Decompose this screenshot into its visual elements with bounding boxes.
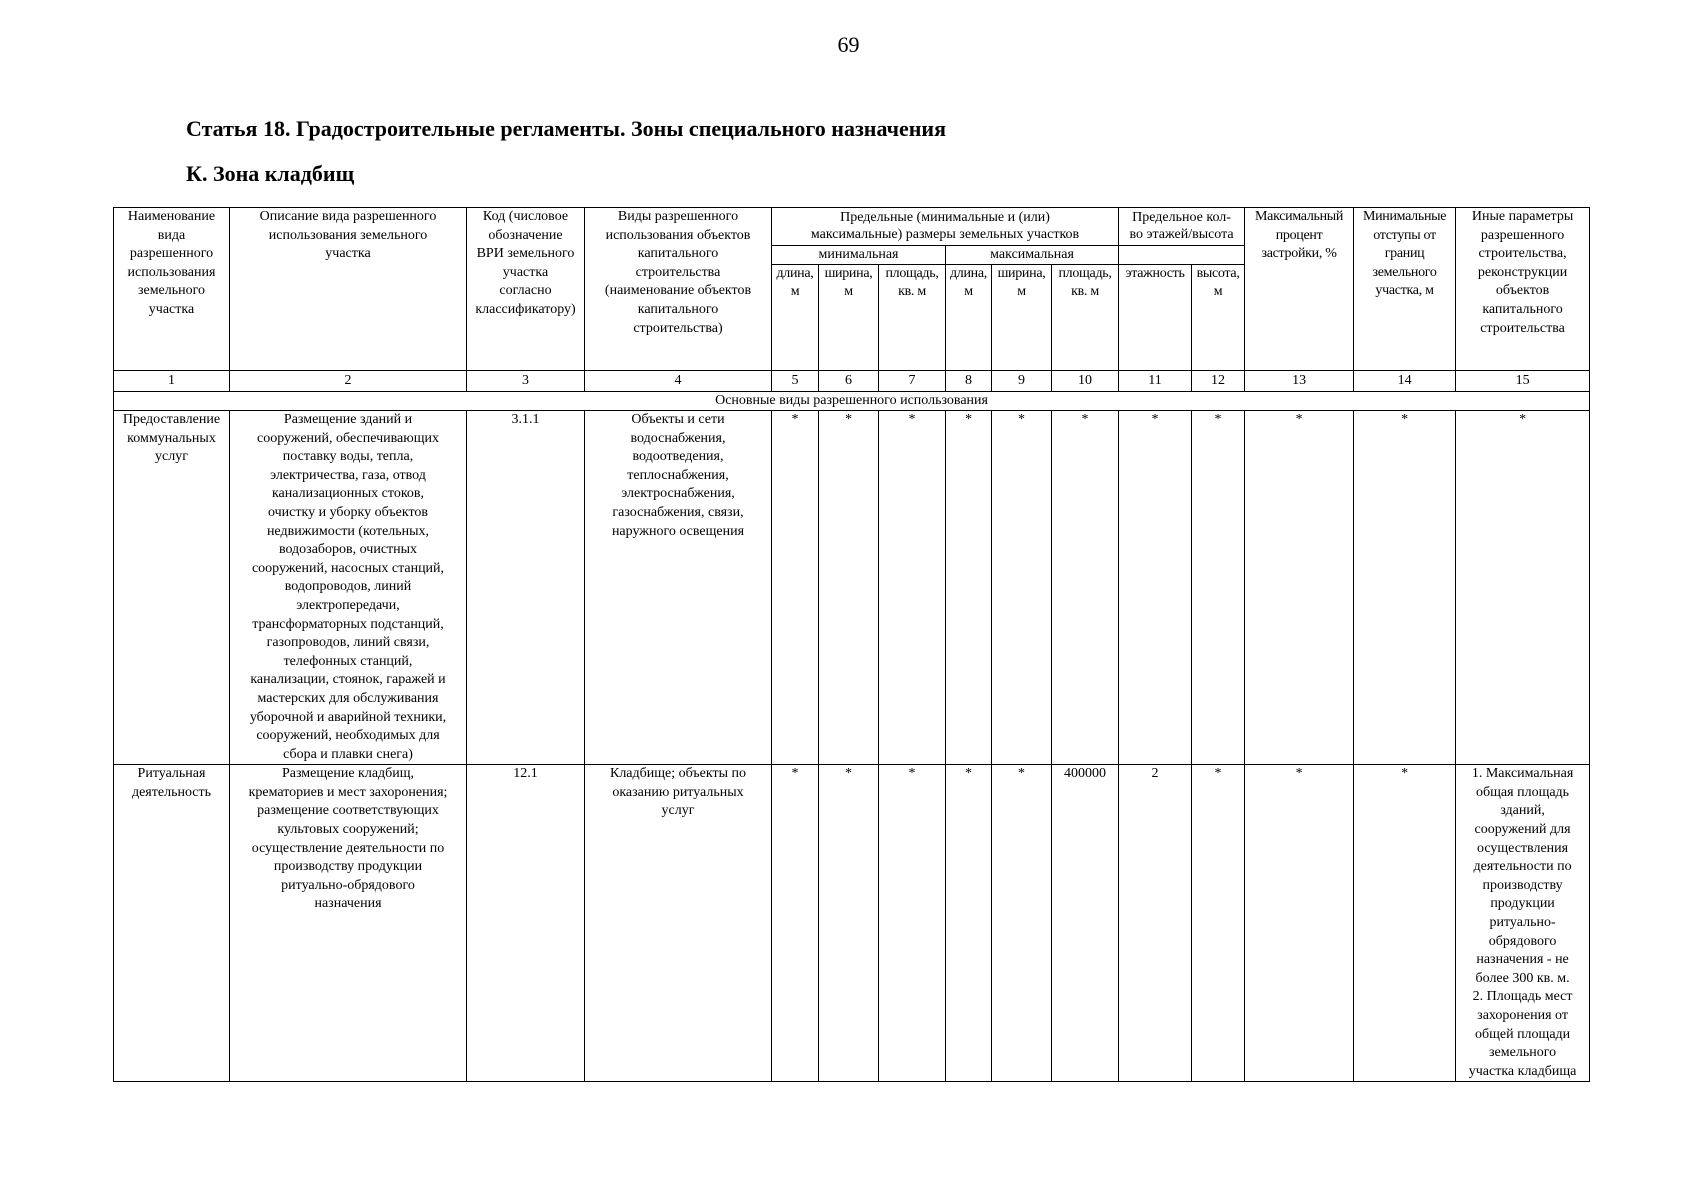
min-width: * bbox=[819, 765, 879, 1082]
regulations-table bbox=[113, 207, 1590, 1082]
header-floors-height: Предельное кол- во этажей/высота bbox=[1119, 208, 1245, 246]
min-setback: * bbox=[1354, 765, 1456, 1082]
header-object-types: Виды разрешенного использования объектов капитального строительства (наименование объектов капитального строительства) bbox=[585, 208, 772, 371]
table-row bbox=[114, 411, 1590, 765]
max-area: 400000 bbox=[1052, 765, 1119, 1082]
min-area: * bbox=[879, 411, 946, 765]
column-number: 15 bbox=[1456, 371, 1590, 392]
header-min-setbacks: Минимальные отступы от границ земельного участка, м bbox=[1354, 208, 1456, 371]
header-min-width: ширина, м bbox=[819, 265, 879, 371]
header-use-description: Описание вида разрешенного использования земельного участка bbox=[230, 208, 467, 371]
max-length: * bbox=[946, 411, 992, 765]
min-width: * bbox=[819, 411, 879, 765]
table-row bbox=[114, 765, 1590, 1082]
column-number: 9 bbox=[992, 371, 1052, 392]
floor-count: * bbox=[1119, 411, 1192, 765]
header-plot-size-limits: Предельные (минимальные и (или) максимальные) размеры земельных участков bbox=[772, 208, 1119, 246]
column-number: 8 bbox=[946, 371, 992, 392]
max-area: * bbox=[1052, 411, 1119, 765]
max-coverage: * bbox=[1245, 765, 1354, 1082]
min-length: * bbox=[772, 411, 819, 765]
column-number: 10 bbox=[1052, 371, 1119, 392]
column-numbers-row bbox=[114, 371, 1590, 392]
max-length: * bbox=[946, 765, 992, 1082]
header-min-length: длина, м bbox=[772, 265, 819, 371]
other-params: * bbox=[1456, 411, 1590, 765]
min-area: * bbox=[879, 765, 946, 1082]
header-min-area: площадь, кв. м bbox=[879, 265, 946, 371]
column-number: 5 bbox=[772, 371, 819, 392]
header-other-params: Иные параметры разрешенного строительства, реконструкции объектов капитального строительства bbox=[1456, 208, 1590, 371]
column-number: 2 bbox=[230, 371, 467, 392]
header-maximum: максимальная bbox=[946, 245, 1119, 264]
header-floor-count: этажность bbox=[1119, 265, 1192, 371]
header-max-length: длина, м bbox=[946, 265, 992, 371]
article-title: Статья 18. Градостроительные регламенты. Зоны специального назначения bbox=[186, 116, 947, 141]
other-params: 1. Максимальная общая площадь зданий, сооружений для осуществления деятельности по производству продукции ритуально- обрядового назначения - не более 300 кв. м. 2. Площадь мест захоронения от общей площади земельного участка кладбища bbox=[1456, 765, 1590, 1082]
column-number: 14 bbox=[1354, 371, 1456, 392]
header-minimum: минимальная bbox=[772, 245, 946, 264]
min-length: * bbox=[772, 765, 819, 1082]
column-number: 7 bbox=[879, 371, 946, 392]
header-use-type-name: Наименование вида разрешенного использования земельного участка bbox=[114, 208, 230, 371]
section-title: Основные виды разрешенного использования bbox=[114, 392, 1590, 411]
header-height: высота, м bbox=[1192, 265, 1245, 371]
column-number: 11 bbox=[1119, 371, 1192, 392]
use-description: Размещение кладбищ, крематориев и мест захоронения; размещение соответствующих культовых сооружений; осуществление деятельности по производству продукции ритуально-обрядового назначения bbox=[230, 765, 467, 1082]
zone-title: К. Зона кладбищ bbox=[186, 161, 355, 186]
object-types: Объекты и сети водоснабжения, водоотведения, теплоснабжения, электроснабжения, газоснабжения, связи, наружного освещения bbox=[585, 411, 772, 765]
max-width: * bbox=[992, 411, 1052, 765]
use-type-name: Ритуальная деятельность bbox=[114, 765, 230, 1082]
use-description: Размещение зданий и сооружений, обеспечивающих поставку воды, тепла, электричества, газа, отвод канализационных стоков, очистку и уборку объектов недвижимости (котельных, водозаборов, очистных сооружений, насосных станций, водопроводов, линий электропередачи, трансформаторных подстанций, газопроводов, линий связи, телефонных станций, канализации, стоянок, гаражей и мастерских для обслуживания уборочной и аварийной техники, сооружений, необходимых для сбора и плавки снега) bbox=[230, 411, 467, 765]
header-max-width: ширина, м bbox=[992, 265, 1052, 371]
height: * bbox=[1192, 765, 1245, 1082]
max-coverage: * bbox=[1245, 411, 1354, 765]
object-types: Кладбище; объекты по оказанию ритуальных услуг bbox=[585, 765, 772, 1082]
column-number: 3 bbox=[467, 371, 585, 392]
header-code: Код (числовое обозначение ВРИ земельного участка согласно классификатору) bbox=[467, 208, 585, 371]
column-number: 13 bbox=[1245, 371, 1354, 392]
column-number: 6 bbox=[819, 371, 879, 392]
column-number: 12 bbox=[1192, 371, 1245, 392]
header-max-area: площадь, кв. м bbox=[1052, 265, 1119, 371]
code: 3.1.1 bbox=[467, 411, 585, 765]
header-max-coverage: Максимальный процент застройки, % bbox=[1245, 208, 1354, 371]
header-floors-spacer bbox=[1119, 245, 1245, 264]
height: * bbox=[1192, 411, 1245, 765]
code: 12.1 bbox=[467, 765, 585, 1082]
min-setback: * bbox=[1354, 411, 1456, 765]
column-number: 4 bbox=[585, 371, 772, 392]
floor-count: 2 bbox=[1119, 765, 1192, 1082]
max-width: * bbox=[992, 765, 1052, 1082]
use-type-name: Предоставление коммунальных услуг bbox=[114, 411, 230, 765]
page-number: 69 bbox=[837, 32, 860, 57]
column-number: 1 bbox=[114, 371, 230, 392]
